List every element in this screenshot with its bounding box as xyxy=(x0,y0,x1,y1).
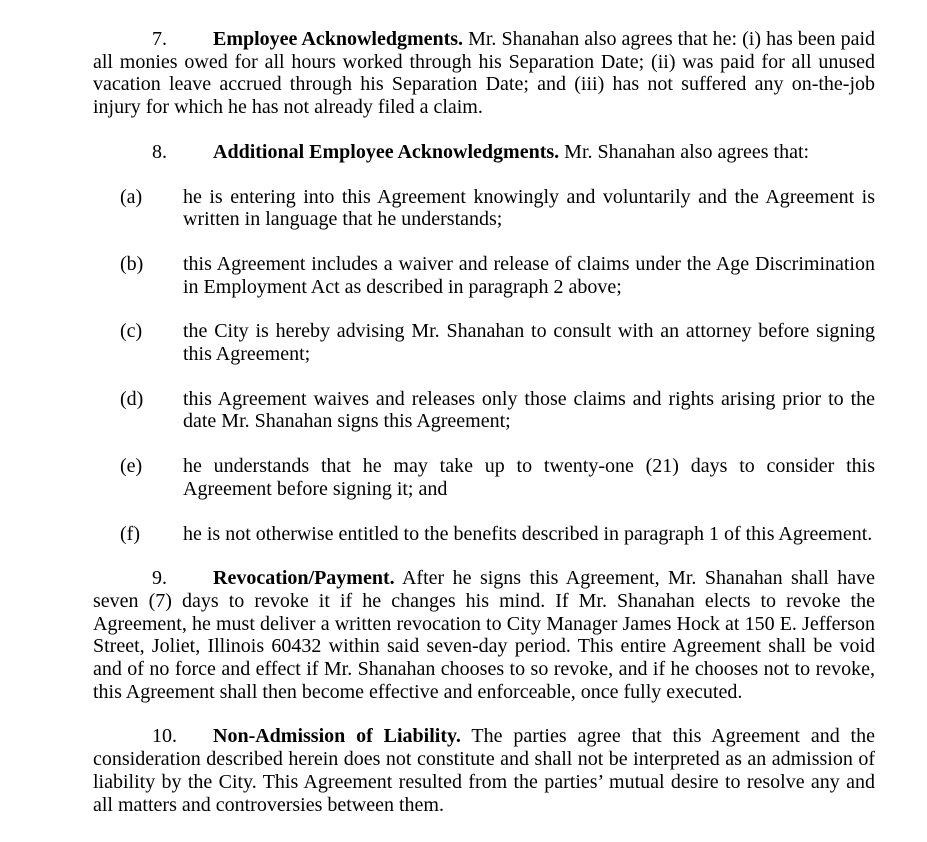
subitem-c xyxy=(120,320,875,365)
paragraph-10-number: 10. xyxy=(152,725,177,748)
subitem-f xyxy=(120,523,875,546)
paragraph-9-heading: Revocation/Payment. xyxy=(213,567,395,590)
subitem-a xyxy=(120,186,875,231)
paragraph-8 xyxy=(93,141,875,164)
subitem-e xyxy=(120,455,875,500)
subitem-b-marker: (b) xyxy=(120,252,144,275)
subitem-d xyxy=(120,388,875,433)
paragraph-10 xyxy=(93,725,875,816)
paragraph-7-number: 7. xyxy=(152,28,167,50)
paragraph-9 xyxy=(93,567,875,703)
subitem-b-text: this Agreement includes a waiver and release of claims under the Age Discrimination in Employment Act as described in paragraph 2 above; xyxy=(183,252,875,298)
subitem-e-text: he understands that he may take up to twenty-one (21) days to consider this Agreement before signing it; and xyxy=(183,455,875,500)
subitem-c-marker: (c) xyxy=(120,320,143,343)
subitem-d-text: this Agreement waives and releases only those claims and rights arising prior to the date Mr. Shanahan signs this Agreement; xyxy=(183,387,875,433)
subitem-d-marker: (d) xyxy=(120,387,144,410)
subitem-c-text: the City is hereby advising Mr. Shanahan to consult with an attorney before signing this Agreement; xyxy=(183,320,875,366)
subitem-f-text: he is not otherwise entitled to the benefits described in paragraph 1 of this Agreement. xyxy=(183,522,873,545)
paragraph-7-body: Mr. Shanahan also agrees that he: (i) has been paid all monies owed for all hours worked through his Separation Date; (ii) was paid for all unused vacation leave accrued through his Separation Date; and (iii) has not suffered any on-the-job injury for which he has not already filed a claim. xyxy=(93,28,875,119)
paragraph-7 xyxy=(93,28,875,119)
paragraph-9-body: After he signs this Agreement, Mr. Shanahan shall have seven (7) days to revoke it if he changes his mind. If Mr. Shanahan elects to revoke the Agreement, he must deliver a written revocation to City Manager James Hock at 150 E. Jefferson Street, Joliet, Illinois 60432 within said seven-day period. This entire Agreement shall be void and of no force and effect if Mr. Shanahan chooses to so revoke, and if he chooses not to revoke, this Agreement shall then become effective and enforceable, once fully executed. xyxy=(93,567,875,703)
subitem-e-marker: (e) xyxy=(120,455,143,478)
paragraph-9-number: 9. xyxy=(152,567,167,590)
paragraph-10-body: The parties agree that this Agreement and the consideration described herein does not constitute and shall not be interpreted as an admission of liability by the City. This Agreement resulted from the parties’ mutual desire to resolve any and all matters and controversies between them. xyxy=(93,725,875,816)
subitem-b xyxy=(120,253,875,298)
paragraph-8-heading: Additional Employee Acknowledgments. xyxy=(213,140,560,163)
subitem-f-marker: (f) xyxy=(120,522,140,545)
subitem-a-text: he is entering into this Agreement knowingly and voluntarily and the Agreement is written in language that he understands; xyxy=(183,185,875,231)
paragraph-10-heading: Non-Admission of Liability. xyxy=(213,725,461,748)
subitem-a-marker: (a) xyxy=(120,185,143,208)
paragraph-7-heading: Employee Acknowledgments. xyxy=(213,28,464,50)
paragraph-8-number: 8. xyxy=(152,140,167,163)
paragraph-8-body: Mr. Shanahan also agrees that: xyxy=(564,140,810,163)
